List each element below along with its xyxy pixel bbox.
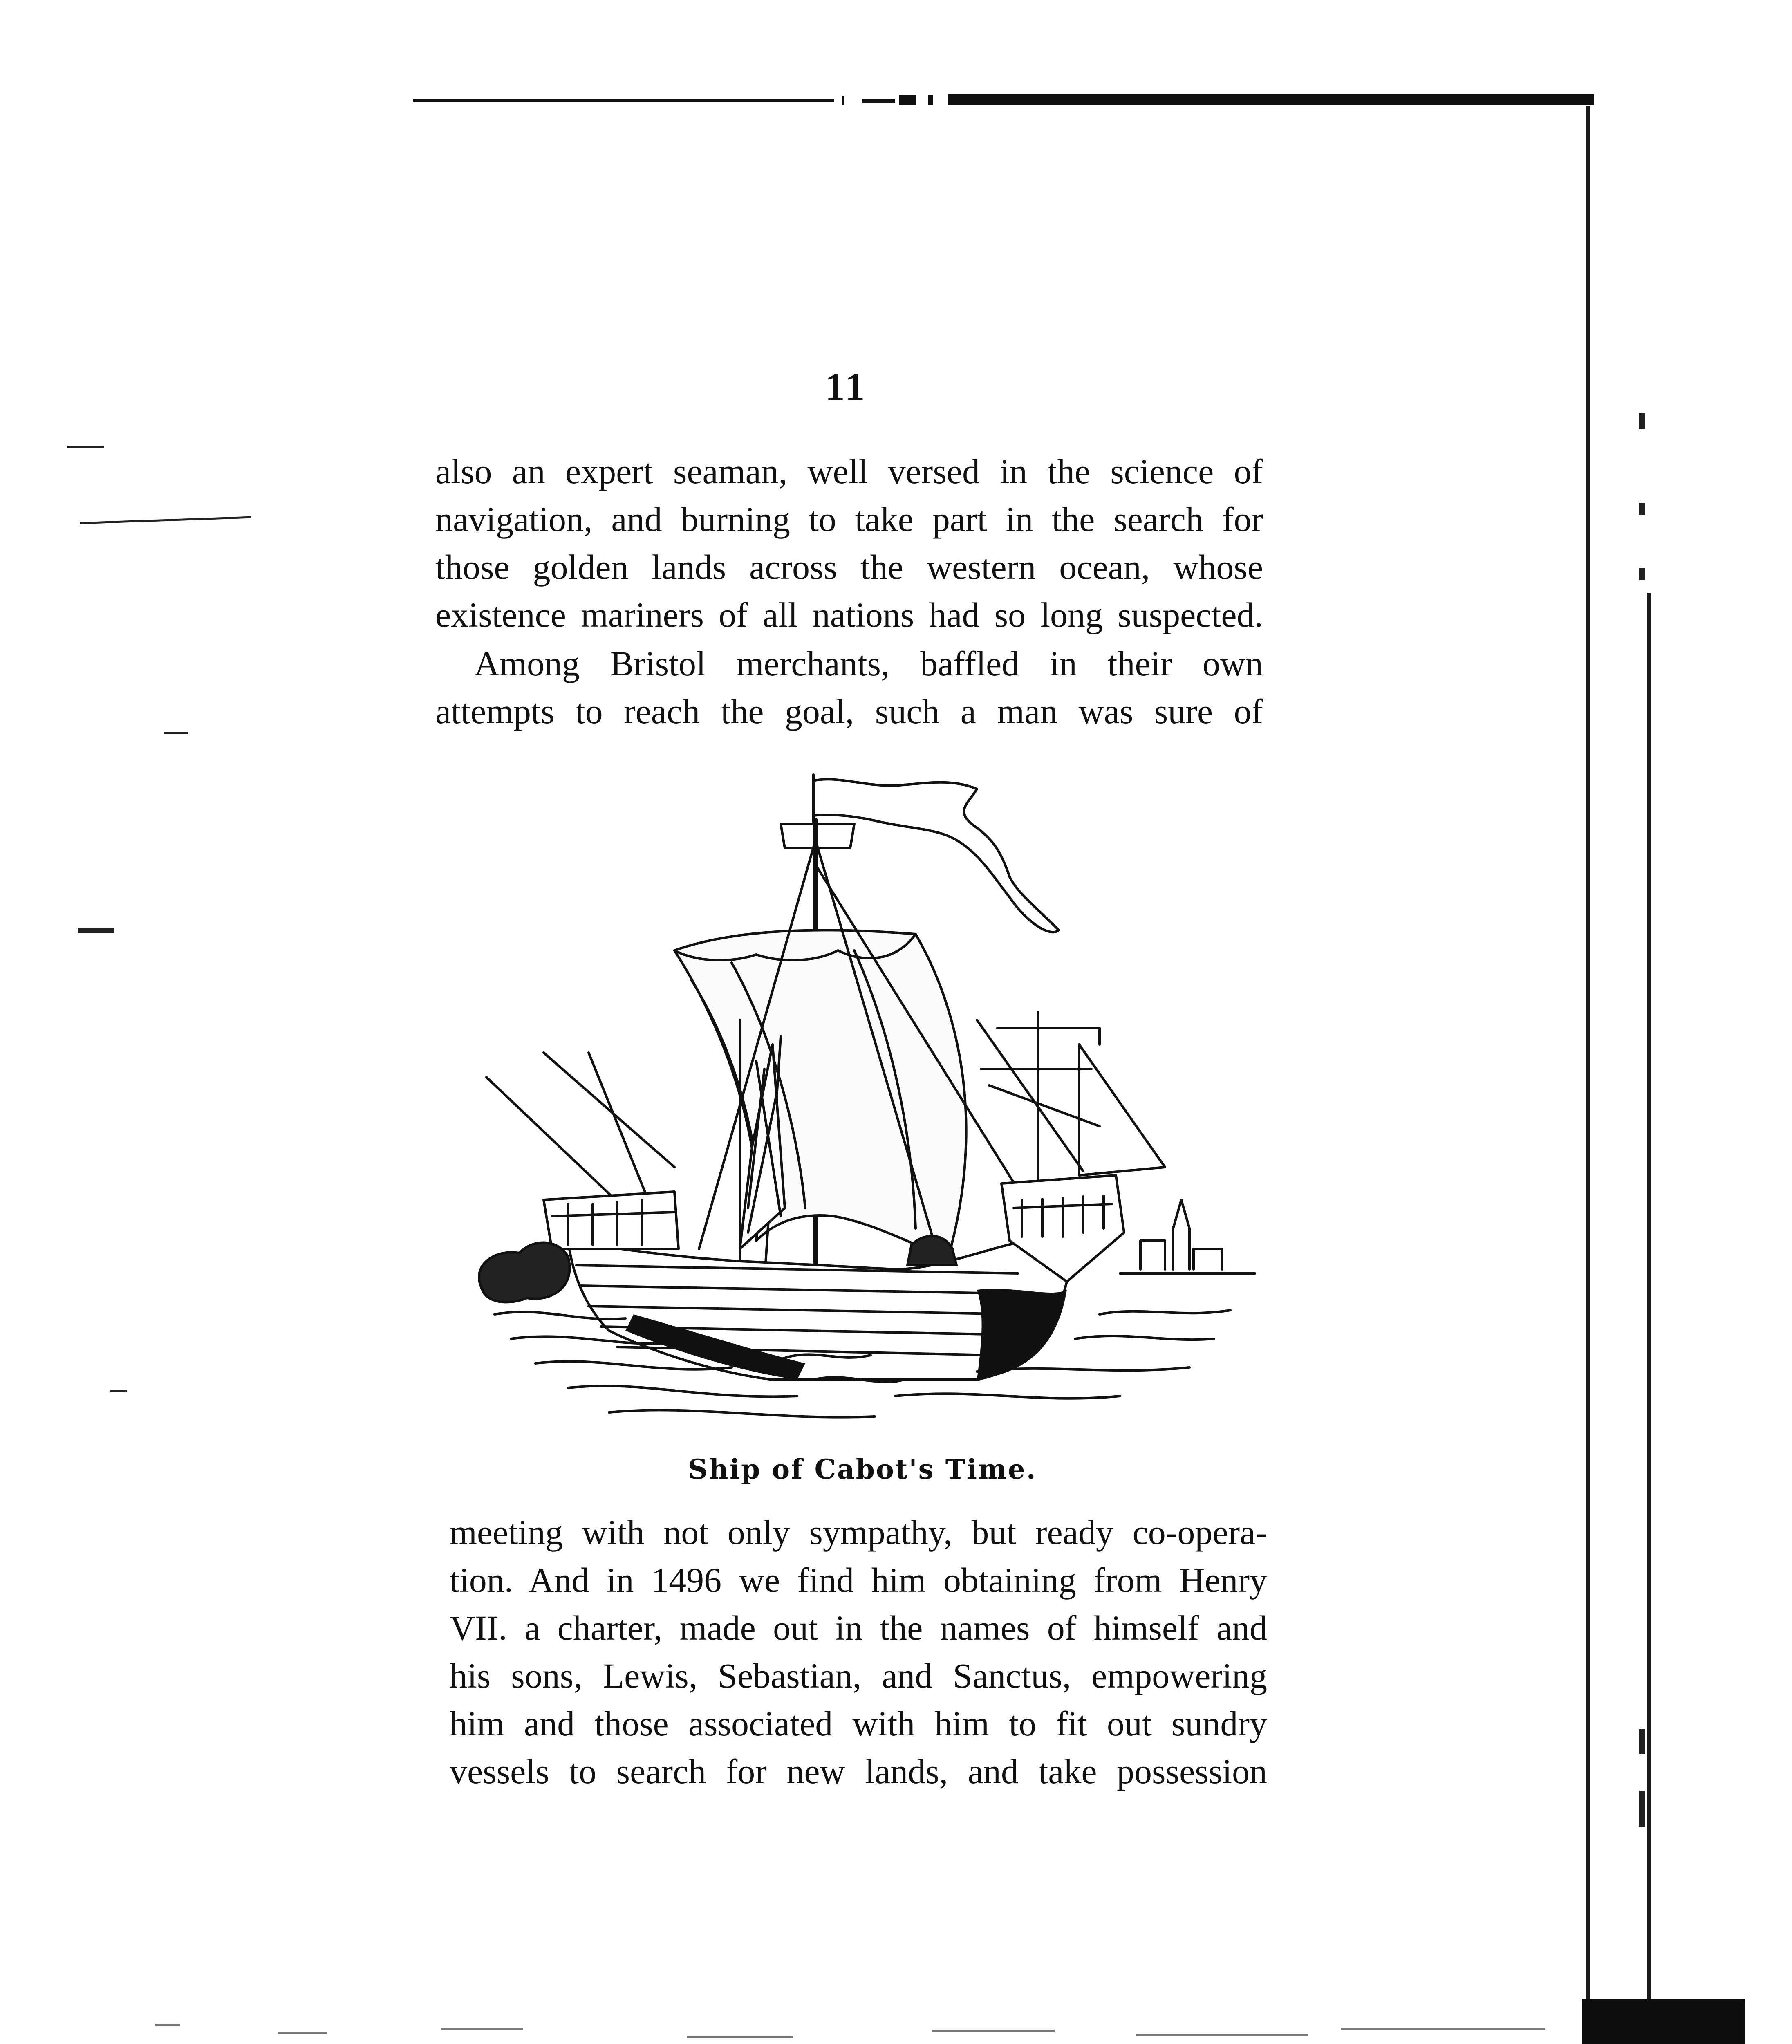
margin-mark <box>110 1390 127 1392</box>
pennant-flag <box>813 775 1059 932</box>
margin-mark <box>80 516 251 524</box>
shore-town <box>1120 1200 1255 1273</box>
figure-caption: Ship of Cabot's Time. <box>688 1453 1037 1485</box>
forecastle <box>544 1192 679 1249</box>
ship-illustration <box>446 758 1263 1449</box>
main-sail <box>674 930 966 1257</box>
text-line: meeting with not only sympathy, but ready co-opera- <box>450 1513 1267 1552</box>
scan-top-rule <box>413 93 1598 105</box>
paragraph <box>435 448 1263 639</box>
text-line: tion. And in 1496 we find him obtaining from Henry <box>450 1560 1267 1600</box>
text-line: existence mariners of all nations had so long suspected. <box>435 595 1263 634</box>
text-line: him and those associated with him to fit out sundry <box>450 1704 1267 1743</box>
margin-mark <box>78 928 114 933</box>
text-line: vessels to search for new lands, and take possession <box>450 1752 1267 1791</box>
page-number: 11 <box>825 365 867 408</box>
paragraph <box>435 640 1263 735</box>
text-line: navigation, and burning to take part in the search for <box>435 500 1263 539</box>
margin-mark <box>67 446 104 448</box>
text-line: VII. a charter, made out in the names of himself and <box>450 1608 1267 1647</box>
text-line: those golden lands across the western ocean, whose <box>435 547 1263 587</box>
margin-mark <box>164 732 188 734</box>
text-line: Among Bristol merchants, baffled in their own <box>474 644 1263 683</box>
text-line: attempts to reach the goal, such a man was sure of <box>435 692 1263 731</box>
mizzen-sail <box>1079 1044 1165 1175</box>
text-line: his sons, Lewis, Sebastian, and Sanctus, empowering <box>450 1656 1267 1695</box>
paragraph <box>450 1508 1267 1795</box>
scan-bottom-noise <box>155 2015 1586 2044</box>
shore-trees <box>479 1243 569 1302</box>
text-line: also an expert seaman, well versed in the science of <box>435 452 1263 491</box>
